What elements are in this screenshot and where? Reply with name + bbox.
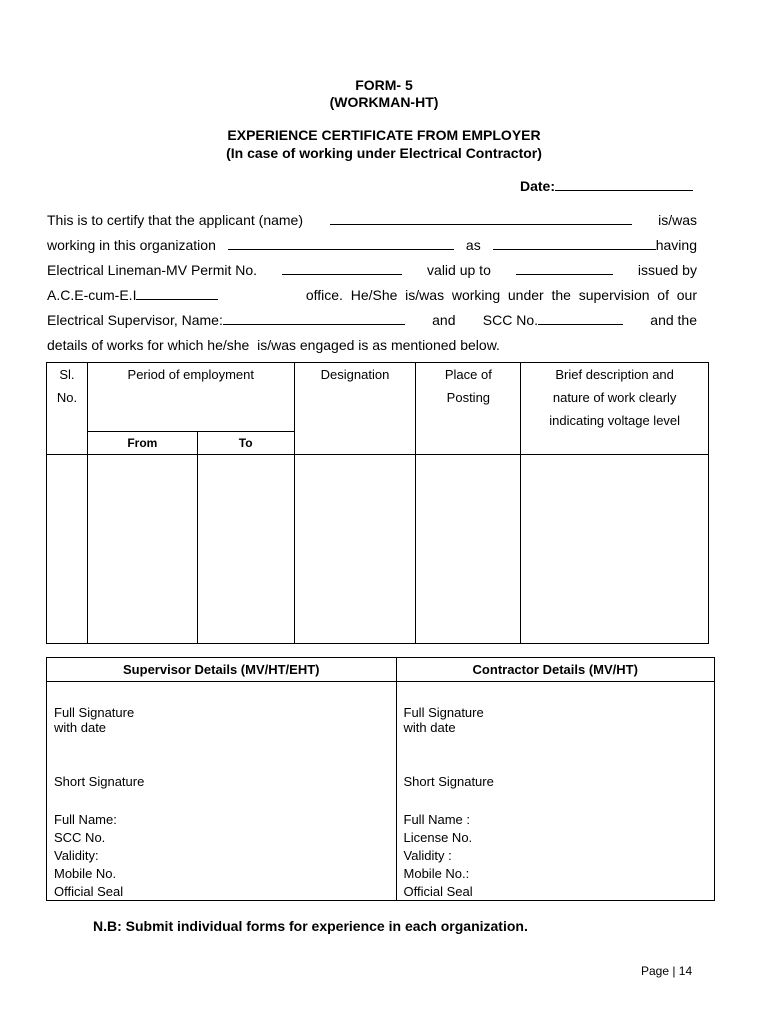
short-signature-label: Short Signature xyxy=(54,774,145,789)
cert-text: Electrical Lineman-MV Permit No. xyxy=(47,262,258,278)
cell-place[interactable] xyxy=(416,455,521,644)
form-number: FORM- 5 xyxy=(355,77,413,93)
document-subtitle: (In case of working under Electrical Contractor) xyxy=(226,145,542,161)
col-to: To xyxy=(197,432,294,455)
full-signature-label: Full Signature with date xyxy=(403,705,484,735)
cert-text: Electrical Supervisor, Name: xyxy=(47,312,223,328)
note: N.B: Submit individual forms for experience in each organization. xyxy=(93,918,528,934)
designation-blank[interactable] xyxy=(493,237,656,250)
full-signature-label: Full Signature with date xyxy=(54,705,135,735)
cert-text: having xyxy=(655,237,697,253)
cell-to[interactable] xyxy=(197,455,294,644)
full-name-label: Full Name : xyxy=(403,812,470,827)
scc-no-blank[interactable] xyxy=(538,312,623,325)
details-table xyxy=(46,657,715,901)
license-no-label: License No. xyxy=(403,830,473,845)
validity-label: Validity : xyxy=(403,848,452,863)
col-from: From xyxy=(87,432,197,455)
date-blank[interactable] xyxy=(555,178,693,191)
supervisor-header: Supervisor Details (MV/HT/EHT) xyxy=(47,658,397,682)
mobile-no-label: Mobile No.: xyxy=(403,866,470,881)
organization-blank[interactable] xyxy=(228,237,454,250)
cert-text: and the xyxy=(650,312,697,328)
cell-brief[interactable] xyxy=(521,455,709,644)
official-seal-label: Official Seal xyxy=(403,884,473,899)
cert-text: office. He/She is/was working under the supervision of our xyxy=(305,287,697,303)
employment-table xyxy=(46,362,709,644)
contractor-details xyxy=(396,682,714,901)
cert-line-2 xyxy=(47,233,697,258)
col-period: Period of employment xyxy=(87,363,294,432)
cert-line-3 xyxy=(47,258,697,283)
page-number: Page | 14 xyxy=(641,964,693,978)
cell-from[interactable] xyxy=(87,455,197,644)
cell-sl[interactable] xyxy=(47,455,88,644)
cert-line-4 xyxy=(47,283,697,308)
cert-group xyxy=(47,308,405,333)
supervisor-details xyxy=(47,682,397,901)
ace-office-blank[interactable] xyxy=(136,287,218,300)
cert-text: SCC No. xyxy=(482,312,538,328)
cert-text: is/was xyxy=(658,212,697,228)
validity-label: Validity: xyxy=(54,848,99,863)
cert-text: and xyxy=(432,312,456,328)
official-seal-label: Official Seal xyxy=(54,884,124,899)
supervisor-name-blank[interactable] xyxy=(223,312,405,325)
cert-text: working in this organization xyxy=(47,237,216,253)
applicant-name-blank[interactable] xyxy=(330,212,632,225)
cert-text: issued by xyxy=(637,262,697,278)
mobile-no-label: Mobile No. xyxy=(54,866,117,881)
cert-text: valid up to xyxy=(427,262,491,278)
permit-no-blank[interactable] xyxy=(282,262,402,275)
contractor-header: Contractor Details (MV/HT) xyxy=(396,658,714,682)
date-label: Date: xyxy=(520,178,556,194)
cert-line-6 xyxy=(47,333,697,358)
cert-line-5 xyxy=(47,308,697,333)
cert-group xyxy=(483,308,623,333)
table-row xyxy=(47,455,709,644)
cell-designation[interactable] xyxy=(294,455,416,644)
cert-line-1 xyxy=(47,208,697,233)
cert-group xyxy=(47,283,218,308)
col-brief: Brief description and nature of work clearly indicating voltage level xyxy=(521,363,709,455)
certificate-paragraph xyxy=(47,208,697,358)
date-field xyxy=(520,178,693,194)
cert-text: as xyxy=(465,237,481,253)
col-designation: Designation xyxy=(294,363,416,455)
scc-no-label: SCC No. xyxy=(54,830,106,845)
form-type: (WORKMAN-HT) xyxy=(329,94,439,110)
full-name-label: Full Name: xyxy=(54,812,117,827)
col-place: Place of Posting xyxy=(416,363,521,455)
short-signature-label: Short Signature xyxy=(403,774,494,789)
cert-text: A.C.E-cum-E.I xyxy=(47,287,137,303)
valid-up-to-blank[interactable] xyxy=(516,262,613,275)
col-sl-no: Sl. No. xyxy=(47,363,88,455)
document-title: EXPERIENCE CERTIFICATE FROM EMPLOYER xyxy=(227,127,541,143)
cert-text: details of works for which he/she is/was engaged is as mentioned below. xyxy=(47,337,500,353)
cert-group xyxy=(493,233,697,258)
cert-text: This is to certify that the applicant (name) xyxy=(47,212,303,228)
